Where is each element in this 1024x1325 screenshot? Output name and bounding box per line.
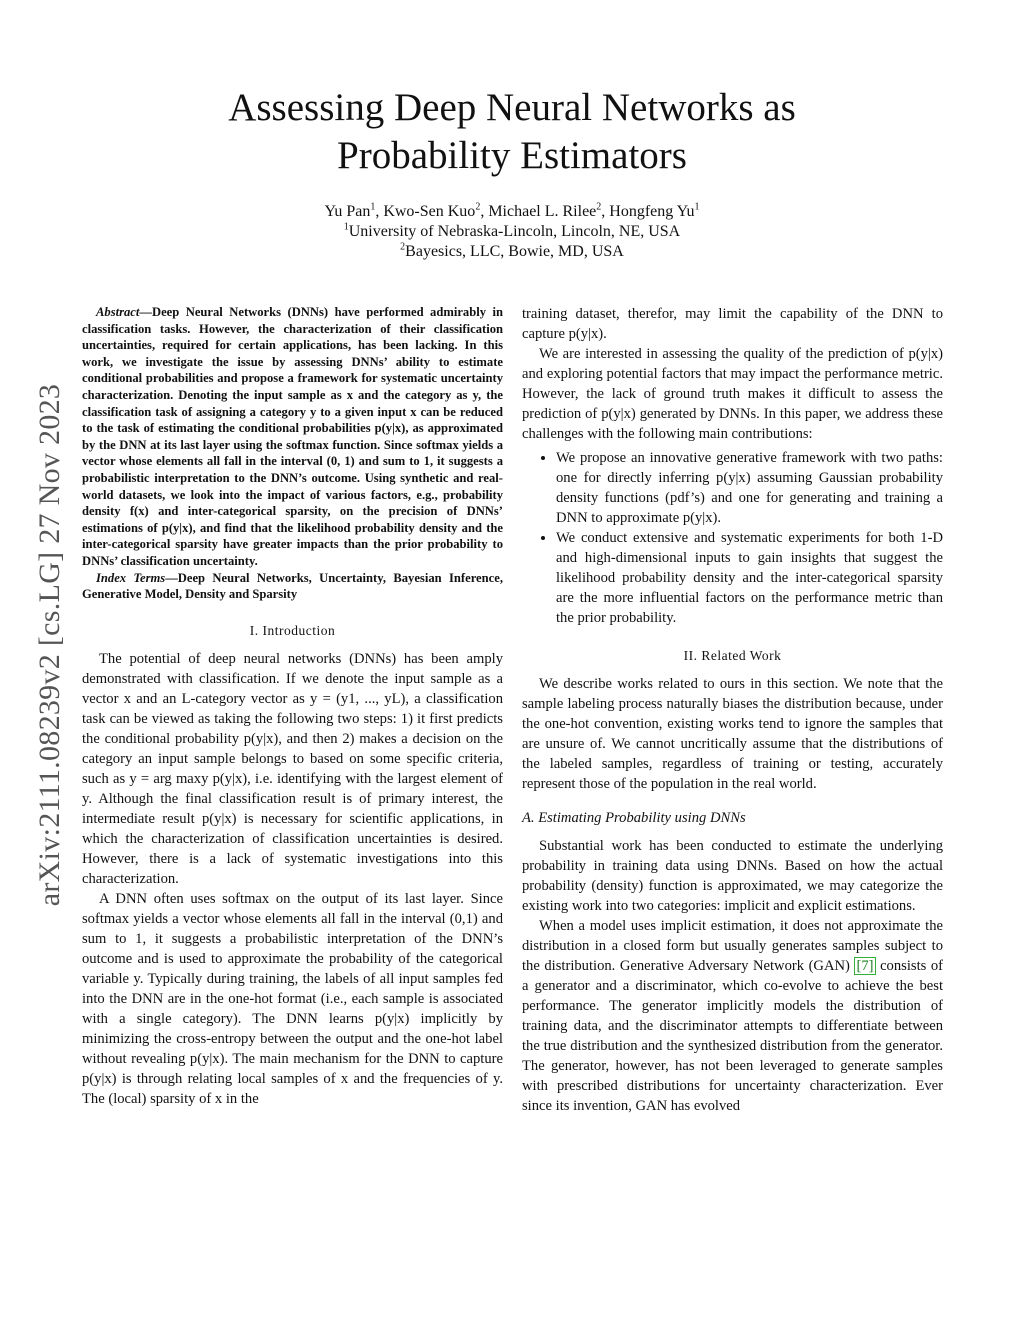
abstract	[82, 304, 503, 570]
aff-mark: 1	[370, 201, 376, 213]
intro-paragraph-3: We are interested in assessing the quality of the prediction of p(y|x) and exploring potential factors that may impact the performance metric. However, the lack of ground truth makes it difficult to assess the prediction of p(y|x) generated by DNNs. In this paper, we address these challenges with the following main contributions:	[522, 346, 943, 442]
paper-title	[100, 84, 924, 180]
index-terms	[82, 570, 503, 603]
left-column	[82, 304, 503, 1109]
author-4: Hongfeng Yu	[609, 203, 695, 220]
intro-paragraph-2-continued: training dataset, therefor, may limit the capability of the DNN to capture p(y|x).	[522, 306, 943, 342]
paragraph-text-after-citation: consists of a generator and a discriminator, which co-evolve to achieve the best performance. The generator implicitly models the distribution of training data, and the discriminator attempts to differentiate between the true distribution and the synthesized distribution from the generator. The generator, however, has not been leveraged to generate samples with prescribed distributions for uncertainty characterization. Ever since its invention, GAN has evolved	[522, 958, 944, 1114]
paragraph-text-before-citation: When a model uses implicit estimation, it does not approximate the distribution in a closed form but usually generates samples subject to the distribution. Generative Adversary Network (GAN)	[522, 918, 943, 974]
subsection-a-paragraph-2	[522, 916, 943, 1116]
aff-mark: 2	[596, 201, 602, 213]
contribution-item-2: • We conduct extensive and systematic experiments for both 1-D and high-dimensional inputs to gain insights that suggest the likelihood probability density and the inter-categorical sparsity are the more influential factors on the performance metric than the prior probability.	[556, 528, 943, 628]
abstract-text: —Deep Neural Networks (DNNs) have performed admirably in classification tasks. However, the characterization of their classification uncertainties, required for certain applications, has been lacking. In this work, we investigate the issue by assessing DNNs’ ability to estimate conditional probabilities and propose a framework for systematic uncertainty characterization. Denoting the input sample as x and the category as y, the classification task of assigning a category y to a given input x can be reduced to the task of estimating the conditional probabilities p(y|x), as approximated by the DNN at its last layer using the softmax function. Since softmax yields a vector whose elements all fall in the interval (0, 1) and sum to 1, it suggests a probabilistic interpretation to the DNN’s outcome. Using synthetic and real-world datasets, we look into the impact of various factors, e.g., probability density f(x) and inter-categorical sparsity, on the precision of DNNs’ estimations of p(y|x), and find that the likelihood probability density and the inter-categorical sparsity have greater impacts than the prior probability to DNNs’ classification uncertainty.	[82, 305, 503, 568]
index-terms-label: Index Terms	[96, 570, 166, 585]
citation-link-7[interactable]: [7]	[856, 958, 874, 974]
aff-mark: 2	[475, 201, 481, 213]
author-3: Michael L. Rilee	[488, 203, 597, 220]
abstract-label: Abstract	[96, 305, 140, 319]
section-heading-introduction: I. Introduction	[249, 622, 336, 638]
affiliation-1: $^1$University of Nebraska-Lincoln, Lincoln, NE, USA	[343, 221, 681, 240]
right-column	[522, 304, 943, 1116]
section-heading-related-work: II. Related Work	[683, 648, 782, 663]
author-names: Yu Pan$^1$, Kwo-Sen Kuo$^2$, Michael L. Rilee$^2$, Hongfeng Yu$^1$	[324, 201, 700, 220]
arxiv-identifier-stamp	[30, 350, 70, 940]
title-line-2: Probability Estimators	[337, 134, 687, 177]
index-terms-text: —Deep Neural Networks, Uncertainty, Bayesian Inference, Generative Model, Density and Sparsity	[82, 570, 503, 602]
affiliation-2: $^2$Bayesics, LLC, Bowie, MD, USA	[400, 241, 624, 260]
aff-mark: 1	[694, 201, 700, 213]
author-block	[100, 202, 924, 262]
title-line-1: Assessing Deep Neural Networks as	[228, 86, 796, 129]
author-2: Kwo-Sen Kuo	[383, 203, 476, 220]
subsection-a-paragraph-1: Substantial work has been conducted to estimate the underlying probability in training data using DNNs. Based on how the actual probability (density) function is approximated, we may categorize the existing work into two categories: implicit and explicit estimations.	[522, 838, 943, 914]
author-1: Yu Pan	[324, 203, 371, 220]
subsection-heading-a: A. Estimating Probability using DNNs	[522, 810, 746, 826]
intro-paragraph-2: A DNN often uses softmax on the output of its last layer. Since softmax yields a vector whose elements all fall in the interval (0,1) and sum to 1, it suggests a probabilistic interpretation of the DNN’s outcome and is used to approximate the probability of the categorical variable y. Typically during training, the labels of all input samples fed into the DNN are in the one-hot format (i.e., each sample is associated with a single category). The DNN learns p(y|x) implicitly by minimizing the cross-entropy between the output and the one-hot label without revealing p(y|x). The main mechanism for the DNN to capture p(y|x) is through relating local samples of x and the frequencies of y. The (local) sparsity of x in the	[82, 890, 503, 1107]
contributions-list	[522, 448, 943, 628]
arxiv-id-text: arXiv:2111.08239v2 [cs.LG] 27 Nov 2023	[33, 383, 66, 907]
contribution-item-1: • We propose an innovative generative framework with two paths: one for directly inferring p(y|x) assuming Gaussian probability density functions (pdf’s) and one for generating and training a DNN to approximate p(y|x).	[556, 448, 943, 528]
related-paragraph-1: We describe works related to ours in this section. We note that the sample labeling process naturally biases the distribution because, under the one-hot convention, existing works tend to ignore the samples that are unsure of. We cannot uncritically assume that the distributions of the labeled samples, regardless of training or testing, accurately represent those of the population in the real world.	[522, 676, 943, 792]
intro-paragraph-1: The potential of deep neural networks (DNNs) has been amply demonstrated with classification. If we denote the input sample as a vector x and an L-category vector as y = (y1, ..., yL), a classification task can be viewed as taking the following two steps: 1) it first predicts the conditional probability p(y|x), and then 2) makes a decision on the category an input sample belongs to based on some specific criteria, such as y = arg maxy p(y|x), i.e. identifying with the largest element of y. Although the final classification result is of primary interest, the intermediate result p(y|x) is necessary for scientific applications, in which the characterization of classification uncertainties is desired. However, there is a lack of systematic investigations into this characterization.	[82, 650, 503, 887]
